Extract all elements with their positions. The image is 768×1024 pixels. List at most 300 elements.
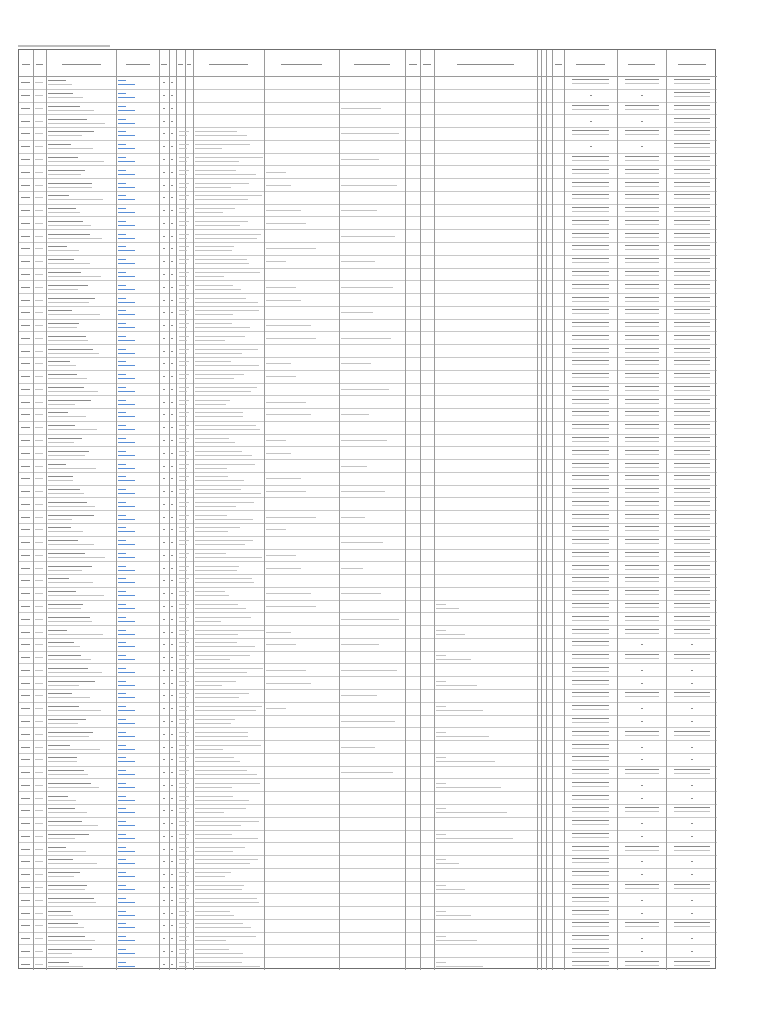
cell-text [179, 949, 189, 950]
cell-text [674, 594, 710, 595]
link-text [118, 966, 135, 967]
cell-text [163, 964, 165, 965]
cell-text [179, 570, 187, 571]
link-text [118, 183, 126, 184]
cell-text [21, 861, 30, 862]
cell-text [195, 681, 236, 682]
cell-text [436, 710, 483, 711]
cell-text [195, 706, 262, 707]
cell-text [21, 261, 30, 262]
cell-text [21, 568, 30, 569]
cell-text [674, 450, 710, 451]
cell-text [163, 261, 165, 262]
cell-text [21, 236, 30, 237]
cell-text [590, 121, 592, 122]
cell-text [163, 810, 165, 811]
cell-text [674, 552, 710, 553]
column-header-label [354, 64, 390, 65]
cell-text [179, 135, 187, 136]
link-text [118, 634, 135, 635]
row-divider [19, 485, 717, 486]
link-text [118, 93, 126, 94]
cell-text [572, 335, 609, 336]
cell-text [163, 708, 165, 709]
cell-text [21, 683, 30, 684]
cell-text [179, 468, 187, 469]
cell-text [35, 657, 43, 658]
cell-text [21, 517, 30, 518]
cell-text [572, 182, 609, 183]
cell-text [195, 787, 232, 788]
link-text [118, 225, 135, 226]
cell-text [625, 360, 659, 361]
cell-text [179, 808, 189, 809]
row-divider [19, 89, 717, 90]
cell-text [48, 246, 67, 247]
link-text [118, 621, 135, 622]
cell-text [48, 723, 78, 724]
cell-text [641, 798, 643, 799]
cell-text [48, 365, 76, 366]
cell-text [572, 79, 609, 80]
cell-text [171, 210, 173, 211]
cell-text [625, 569, 659, 570]
cell-text [163, 542, 165, 543]
row-divider [19, 574, 717, 575]
cell-text [674, 249, 710, 250]
cell-text [171, 823, 173, 824]
cell-text [48, 578, 69, 579]
cell-text [641, 874, 643, 875]
cell-text [163, 593, 165, 594]
cell-text [21, 734, 30, 735]
cell-text [21, 887, 30, 888]
cell-text [195, 246, 234, 247]
cell-text [572, 399, 609, 400]
cell-text [48, 285, 88, 286]
cell-text [48, 119, 87, 120]
link-text [118, 455, 135, 456]
cell-text [179, 838, 187, 839]
cell-text [21, 542, 30, 543]
cell-text [674, 275, 710, 276]
cell-text [572, 360, 609, 361]
link-text [118, 340, 135, 341]
column-header-label [209, 64, 248, 65]
cell-text [179, 148, 187, 149]
cell-text [674, 543, 710, 544]
cell-text [163, 389, 165, 390]
cell-text [163, 185, 165, 186]
cell-text [195, 710, 256, 711]
link-text [118, 749, 135, 750]
cell-text [674, 377, 710, 378]
cell-text [35, 529, 43, 530]
cell-text [48, 608, 81, 609]
cell-text [572, 633, 609, 634]
cell-text [179, 825, 187, 826]
cell-text [572, 680, 609, 681]
cell-text [341, 721, 395, 722]
cell-text [195, 770, 247, 771]
link-text [118, 783, 126, 784]
cell-text [35, 555, 43, 556]
link-text [118, 365, 135, 366]
cell-text [179, 889, 187, 890]
cell-text [179, 697, 187, 698]
cell-text [572, 603, 609, 604]
cell-text [179, 859, 189, 860]
row-divider [19, 319, 717, 320]
cell-text [572, 424, 609, 425]
cell-text [195, 749, 223, 750]
cell-text [572, 910, 609, 911]
row-divider [19, 395, 717, 396]
cell-text [179, 493, 187, 494]
cell-text [572, 352, 609, 353]
cell-text [674, 807, 710, 808]
cell-text [195, 323, 232, 324]
cell-text [163, 874, 165, 875]
cell-text [21, 798, 30, 799]
cell-text [179, 634, 187, 635]
cell-text [179, 736, 187, 737]
cell-text [572, 811, 609, 812]
cell-text [195, 429, 260, 430]
link-text [118, 327, 135, 328]
link-text [118, 314, 135, 315]
cell-text [195, 527, 240, 528]
cell-text [691, 836, 693, 837]
cell-text [674, 620, 710, 621]
cell-text [625, 105, 659, 106]
cell-text [35, 287, 43, 288]
cell-text [572, 428, 609, 429]
cell-text [195, 221, 248, 222]
cell-text [21, 491, 30, 492]
cell-text [572, 526, 609, 527]
cell-text [195, 582, 254, 583]
link-text [118, 617, 126, 618]
cell-text [341, 363, 371, 364]
cell-text [179, 161, 187, 162]
row-divider [19, 383, 717, 384]
cell-text [266, 632, 291, 633]
cell-text [266, 708, 286, 709]
row-divider [19, 549, 717, 550]
cell-text [674, 888, 710, 889]
cell-text [625, 156, 659, 157]
cell-text [48, 927, 84, 928]
cell-text [572, 569, 609, 570]
cell-text [35, 759, 43, 760]
cell-text [35, 312, 43, 313]
row-divider [19, 906, 717, 907]
cell-text [179, 923, 189, 924]
cell-text [195, 310, 259, 311]
cell-text [179, 387, 189, 388]
cell-text [195, 732, 248, 733]
cell-text [195, 672, 247, 673]
cell-text [179, 966, 187, 967]
cell-text [179, 774, 187, 775]
cell-text [195, 617, 251, 618]
cell-text [171, 836, 173, 837]
cell-text [674, 92, 710, 93]
cell-text [674, 147, 710, 148]
cell-text [179, 723, 187, 724]
row-divider [19, 791, 717, 792]
cell-text [171, 146, 173, 147]
link-text [118, 808, 126, 809]
cell-text [436, 863, 459, 864]
cell-text [436, 783, 446, 784]
link-text [118, 889, 135, 890]
cell-text [572, 237, 609, 238]
cell-text [572, 245, 609, 246]
link-text [118, 391, 135, 392]
cell-text [674, 326, 710, 327]
cell-text [35, 632, 43, 633]
cell-text [341, 568, 363, 569]
cell-text [625, 846, 659, 847]
cell-text [625, 658, 659, 659]
cell-text [572, 198, 609, 199]
cell-text [171, 772, 173, 773]
link-text [118, 566, 126, 567]
cell-text [572, 590, 609, 591]
cell-text [48, 847, 66, 848]
cell-text [674, 83, 710, 84]
cell-text [572, 641, 609, 642]
cell-text [48, 812, 87, 813]
cell-text [48, 553, 85, 554]
cell-text [171, 236, 173, 237]
cell-text [436, 659, 471, 660]
link-text [118, 697, 135, 698]
cell-text [625, 399, 659, 400]
cell-text [195, 314, 233, 315]
cell-text [625, 735, 659, 736]
cell-text [341, 108, 381, 109]
cell-text [572, 782, 609, 783]
cell-text [195, 378, 234, 379]
cell-text [625, 373, 659, 374]
cell-text [436, 812, 507, 813]
cell-text [48, 697, 90, 698]
cell-text [21, 389, 30, 390]
cell-text [625, 811, 659, 812]
cell-text [572, 556, 609, 557]
row-divider [19, 932, 717, 933]
cell-text [674, 884, 710, 885]
link-text [118, 915, 135, 916]
row-divider [19, 651, 717, 652]
cell-text [674, 692, 710, 693]
link-text [118, 119, 126, 120]
cell-text [625, 130, 659, 131]
cell-text [171, 402, 173, 403]
cell-text [195, 327, 250, 328]
cell-text [48, 323, 79, 324]
cell-text [625, 590, 659, 591]
cell-text [625, 850, 659, 851]
cell-text [179, 834, 189, 835]
cell-text [195, 898, 257, 899]
cell-text [48, 745, 70, 746]
cell-text [625, 224, 659, 225]
cell-text [674, 173, 710, 174]
cell-text [179, 915, 187, 916]
cell-text [674, 654, 710, 655]
link-text [118, 685, 135, 686]
cell-text [21, 810, 30, 811]
cell-text [674, 961, 710, 962]
cell-text [48, 327, 77, 328]
cell-text [35, 504, 43, 505]
cell-text [625, 965, 659, 966]
cell-text [179, 553, 189, 554]
cell-text [266, 453, 291, 454]
cell-text [625, 543, 659, 544]
cell-text [48, 438, 82, 439]
cell-text [35, 798, 43, 799]
cell-text [35, 466, 43, 467]
cell-text [195, 595, 229, 596]
cell-text [163, 900, 165, 901]
cell-text [35, 938, 43, 939]
cell-text [179, 208, 189, 209]
cell-text [195, 515, 227, 516]
cell-text [195, 800, 249, 801]
link-text [118, 949, 126, 950]
cell-text [572, 501, 609, 502]
cell-text [625, 284, 659, 285]
cell-text [48, 502, 87, 503]
cell-text [48, 923, 78, 924]
cell-text [35, 568, 43, 569]
cell-text [195, 161, 239, 162]
cell-text [572, 671, 609, 672]
cell-text [171, 197, 173, 198]
cell-text [179, 276, 187, 277]
row-divider [19, 663, 717, 664]
cell-text [195, 949, 229, 950]
row-divider [19, 408, 717, 409]
cell-text [572, 735, 609, 736]
cell-text [21, 427, 30, 428]
cell-text [195, 353, 242, 354]
cell-text [163, 338, 165, 339]
cell-text [179, 582, 187, 583]
cell-text [341, 466, 367, 467]
cell-text [179, 745, 189, 746]
link-text [118, 506, 135, 507]
cell-text [572, 862, 609, 863]
cell-text [21, 644, 30, 645]
cell-text [48, 314, 100, 315]
cell-text [48, 898, 94, 899]
cell-text [674, 569, 710, 570]
link-text [118, 770, 126, 771]
cell-text [195, 646, 255, 647]
column-header-label [187, 64, 191, 65]
cell-text [163, 580, 165, 581]
cell-text [625, 454, 659, 455]
cell-text [195, 872, 231, 873]
cell-text [691, 861, 693, 862]
cell-text [572, 965, 609, 966]
cell-text [48, 404, 75, 405]
cell-text [625, 198, 659, 199]
cell-text [179, 885, 189, 886]
cell-text [35, 887, 43, 888]
cell-text [625, 83, 659, 84]
link-text [118, 442, 135, 443]
cell-text [48, 310, 72, 311]
cell-text [171, 325, 173, 326]
cell-text [625, 386, 659, 387]
cell-text [179, 693, 189, 694]
cell-text [171, 593, 173, 594]
cell-text [195, 468, 227, 469]
cell-text [21, 823, 30, 824]
column-header-label [126, 64, 150, 65]
cell-text [171, 133, 173, 134]
cell-text [35, 223, 43, 224]
cell-text [179, 515, 189, 516]
cell-text [195, 834, 232, 835]
cell-text [179, 940, 187, 941]
cell-text [195, 859, 258, 860]
cell-text [674, 284, 710, 285]
column-header-label [62, 64, 101, 65]
cell-text [163, 734, 165, 735]
cell-text [171, 644, 173, 645]
cell-text [572, 922, 609, 923]
row-divider [19, 612, 717, 613]
cell-text [674, 607, 710, 608]
cell-text [572, 616, 609, 617]
cell-text [35, 810, 43, 811]
cell-text [48, 595, 104, 596]
cell-text [625, 556, 659, 557]
cell-text [572, 326, 609, 327]
link-text [118, 668, 126, 669]
column-header-label [409, 64, 417, 65]
cell-text [48, 425, 75, 426]
cell-text [625, 552, 659, 553]
cell-text [572, 211, 609, 212]
cell-text [625, 271, 659, 272]
cell-text [195, 608, 246, 609]
cell-text [195, 365, 259, 366]
cell-text [195, 506, 236, 507]
cell-text [195, 144, 250, 145]
link-text [118, 464, 126, 465]
cell-text [195, 212, 223, 213]
cell-text [195, 187, 231, 188]
cell-text [625, 463, 659, 464]
cell-text [179, 902, 187, 903]
cell-text [341, 695, 377, 696]
cell-text [195, 464, 255, 465]
cell-text [179, 187, 187, 188]
cell-text [266, 248, 316, 249]
cell-text [21, 951, 30, 952]
link-text [118, 898, 126, 899]
cell-text [21, 248, 30, 249]
